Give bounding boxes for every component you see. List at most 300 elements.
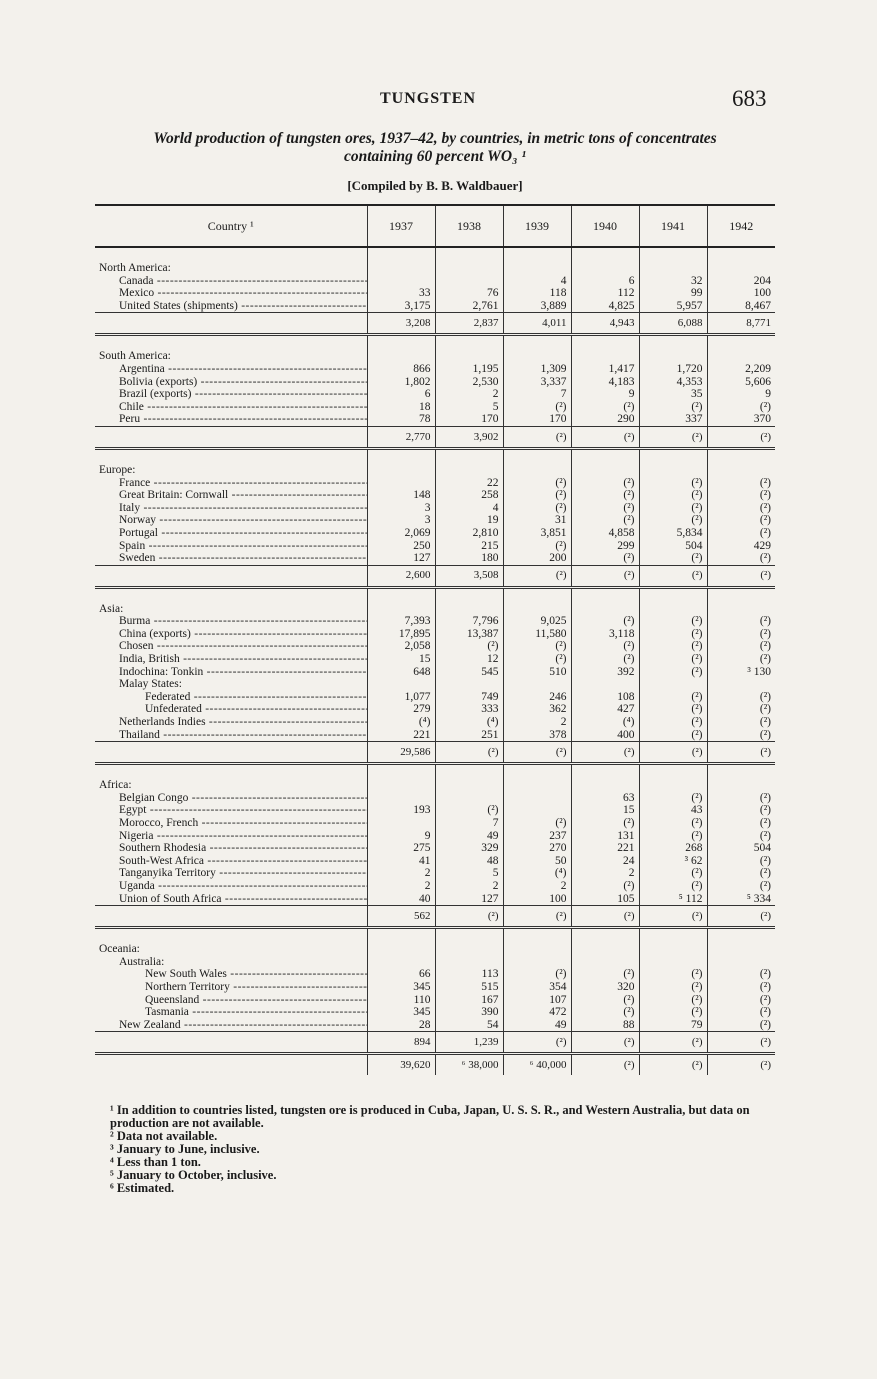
- value-cell: 33: [367, 287, 435, 300]
- value-cell: [435, 792, 503, 805]
- value-cell: (²): [707, 994, 775, 1007]
- value-cell: 35: [639, 388, 707, 401]
- value-cell: 250: [367, 540, 435, 553]
- region-label: North America:: [99, 262, 171, 274]
- group-label: Australia:: [119, 955, 165, 968]
- value-cell: 3,889: [503, 300, 571, 313]
- table-row: [95, 514, 775, 527]
- value-cell: 4,943: [571, 313, 639, 335]
- value-cell: (²): [571, 552, 639, 565]
- value-cell: 258: [435, 489, 503, 502]
- table-row: [95, 401, 775, 414]
- value-cell: (²): [639, 981, 707, 994]
- value-cell: 9: [571, 388, 639, 401]
- country-label: Great Britain: Cornwall -----: [95, 489, 367, 502]
- value-cell: [503, 448, 571, 476]
- table-row: [95, 1006, 775, 1019]
- table-row: [95, 615, 775, 628]
- value-cell: (⁴): [367, 716, 435, 729]
- table-row: [95, 666, 775, 679]
- value-cell: 3,508: [435, 565, 503, 587]
- country-label: Spain -----: [95, 540, 367, 553]
- value-cell: ³ 62: [639, 855, 707, 868]
- value-cell: [639, 764, 707, 792]
- value-cell: 3,902: [435, 426, 503, 448]
- country-label: Belgian Congo -----: [95, 792, 367, 805]
- value-cell: 100: [503, 893, 571, 906]
- value-cell: 2,770: [367, 426, 435, 448]
- table-row: [95, 477, 775, 490]
- value-cell: 49: [503, 1019, 571, 1032]
- value-cell: 193: [367, 804, 435, 817]
- value-cell: 2,810: [435, 527, 503, 540]
- value-cell: (²): [707, 401, 775, 414]
- value-cell: 43: [639, 804, 707, 817]
- value-cell: (²): [707, 867, 775, 880]
- table-row: [95, 817, 775, 830]
- value-cell: (²): [571, 640, 639, 653]
- value-cell: ⁵ 334: [707, 893, 775, 906]
- value-cell: (²): [707, 968, 775, 981]
- value-cell: [435, 764, 503, 792]
- column-header: 1939: [503, 205, 571, 247]
- value-cell: (²): [707, 1006, 775, 1019]
- value-cell: [503, 792, 571, 805]
- value-cell: 50: [503, 855, 571, 868]
- subtotal-row: [95, 565, 775, 587]
- value-cell: 15: [571, 804, 639, 817]
- region-label: Europe:: [99, 463, 136, 476]
- value-cell: 4,858: [571, 527, 639, 540]
- value-cell: 2: [367, 880, 435, 893]
- footnote: ² Data not available.: [110, 1129, 218, 1143]
- country-label: Norway -----: [95, 514, 367, 527]
- value-cell: 472: [503, 1006, 571, 1019]
- value-cell: (²): [707, 502, 775, 515]
- value-cell: 515: [435, 981, 503, 994]
- value-cell: 4,825: [571, 300, 639, 313]
- country-label: France -----: [95, 477, 367, 490]
- value-cell: (²): [639, 514, 707, 527]
- value-cell: 2: [503, 880, 571, 893]
- table-body: [95, 247, 775, 1075]
- value-cell: (⁴): [503, 867, 571, 880]
- value-cell: 9: [367, 830, 435, 843]
- footnote: ⁵ January to October, inclusive.: [110, 1168, 277, 1182]
- value-cell: (²): [707, 565, 775, 587]
- value-cell: (²): [639, 968, 707, 981]
- country-label: United States (shipments) -----: [95, 300, 367, 313]
- value-cell: (²): [707, 653, 775, 666]
- value-cell: 167: [435, 994, 503, 1007]
- value-cell: 2,209: [707, 363, 775, 376]
- country-label: Morocco, French -----: [95, 817, 367, 830]
- value-cell: 118: [503, 287, 571, 300]
- running-title: TUNGSTEN: [380, 90, 477, 107]
- value-cell: 2,837: [435, 313, 503, 335]
- value-cell: (²): [707, 817, 775, 830]
- value-cell: [639, 448, 707, 476]
- region-row: [95, 764, 775, 792]
- value-cell: (²): [707, 615, 775, 628]
- value-cell: 4: [435, 502, 503, 515]
- production-table: [95, 204, 775, 1075]
- value-cell: 200: [503, 552, 571, 565]
- country-label: Sweden -----: [95, 552, 367, 565]
- value-cell: ⁶ 40,000: [503, 1054, 571, 1076]
- value-cell: [639, 956, 707, 969]
- value-cell: 48: [435, 855, 503, 868]
- value-cell: 215: [435, 540, 503, 553]
- value-cell: (²): [503, 477, 571, 490]
- value-cell: (²): [503, 817, 571, 830]
- value-cell: 246: [503, 691, 571, 704]
- value-cell: 427: [571, 703, 639, 716]
- value-cell: 19: [435, 514, 503, 527]
- value-cell: 237: [503, 830, 571, 843]
- country-label: Thailand -----: [95, 729, 367, 742]
- region-label: Oceania:: [99, 943, 140, 956]
- value-cell: 290: [571, 413, 639, 426]
- value-cell: [503, 678, 571, 691]
- group-label-row: [95, 678, 775, 691]
- value-cell: (²): [503, 401, 571, 414]
- region-label: Asia:: [99, 602, 124, 615]
- value-cell: 31: [503, 514, 571, 527]
- value-cell: (²): [639, 401, 707, 414]
- table-row: [95, 540, 775, 553]
- value-cell: [707, 928, 775, 956]
- value-cell: (²): [503, 489, 571, 502]
- value-cell: 112: [571, 287, 639, 300]
- value-cell: 41: [367, 855, 435, 868]
- value-cell: (²): [571, 742, 639, 764]
- column-header: 1938: [435, 205, 503, 247]
- value-cell: 180: [435, 552, 503, 565]
- column-header: 1940: [571, 205, 639, 247]
- value-cell: (²): [639, 817, 707, 830]
- value-cell: 354: [503, 981, 571, 994]
- value-cell: (²): [707, 426, 775, 448]
- value-cell: [435, 928, 503, 956]
- value-cell: 5,606: [707, 376, 775, 389]
- value-cell: 4,011: [503, 313, 571, 335]
- country-label: Egypt -----: [95, 804, 367, 817]
- value-cell: 29,586: [367, 742, 435, 764]
- value-cell: 894: [367, 1032, 435, 1054]
- value-cell: 504: [639, 540, 707, 553]
- value-cell: ³ 130: [707, 666, 775, 679]
- value-cell: (²): [707, 981, 775, 994]
- value-cell: (²): [707, 830, 775, 843]
- country-label: Portugal -----: [95, 527, 367, 540]
- value-cell: 221: [571, 842, 639, 855]
- value-cell: 1,195: [435, 363, 503, 376]
- column-header: 1941: [639, 205, 707, 247]
- value-cell: 390: [435, 1006, 503, 1019]
- value-cell: 12: [435, 653, 503, 666]
- value-cell: (²): [639, 565, 707, 587]
- value-cell: (²): [639, 994, 707, 1007]
- subtotal-label-cell: [95, 742, 367, 764]
- value-cell: 28: [367, 1019, 435, 1032]
- value-cell: (²): [639, 552, 707, 565]
- table-row: [95, 640, 775, 653]
- value-cell: 866: [367, 363, 435, 376]
- value-cell: [367, 764, 435, 792]
- country-label: Union of South Africa -----: [95, 893, 367, 906]
- value-cell: 504: [707, 842, 775, 855]
- value-cell: [367, 275, 435, 288]
- value-cell: [367, 448, 435, 476]
- value-cell: (²): [707, 906, 775, 928]
- country-label: Italy -----: [95, 502, 367, 515]
- region-label: Africa:: [99, 779, 132, 792]
- value-cell: (²): [639, 666, 707, 679]
- value-cell: 24: [571, 855, 639, 868]
- value-cell: 9,025: [503, 615, 571, 628]
- table-row: [95, 552, 775, 565]
- value-cell: 8,467: [707, 300, 775, 313]
- country-label: Chosen -----: [95, 640, 367, 653]
- value-cell: 170: [503, 413, 571, 426]
- value-cell: (²): [503, 540, 571, 553]
- value-cell: 2: [571, 867, 639, 880]
- value-cell: [639, 587, 707, 615]
- table-row: [95, 388, 775, 401]
- value-cell: (²): [707, 640, 775, 653]
- table-title-line-1: World production of tungsten ores, 1937–42, by countries, in metric tons of concentrates: [153, 130, 717, 147]
- footnote: ⁴ Less than 1 ton.: [110, 1155, 201, 1169]
- value-cell: 2,069: [367, 527, 435, 540]
- country-label: Tasmania -----: [95, 1006, 367, 1019]
- value-cell: 2,530: [435, 376, 503, 389]
- value-cell: (²): [639, 729, 707, 742]
- value-cell: [571, 335, 639, 363]
- value-cell: 3,118: [571, 628, 639, 641]
- value-cell: (²): [639, 792, 707, 805]
- region-row: [95, 587, 775, 615]
- value-cell: (²): [503, 742, 571, 764]
- group-label: Malay States:: [119, 678, 182, 691]
- value-cell: (²): [639, 1054, 707, 1076]
- value-cell: 66: [367, 968, 435, 981]
- value-cell: 79: [639, 1019, 707, 1032]
- value-cell: [571, 448, 639, 476]
- value-cell: 4,183: [571, 376, 639, 389]
- value-cell: 5: [435, 867, 503, 880]
- table-row: [95, 729, 775, 742]
- value-cell: [435, 956, 503, 969]
- value-cell: (²): [707, 477, 775, 490]
- table-row: [95, 1019, 775, 1032]
- table-row: [95, 275, 775, 288]
- value-cell: [707, 587, 775, 615]
- value-cell: [639, 335, 707, 363]
- country-label: Netherlands Indies -----: [95, 716, 367, 729]
- value-cell: (²): [707, 691, 775, 704]
- subtotal-row: [95, 313, 775, 335]
- value-cell: 170: [435, 413, 503, 426]
- subtotal-label-cell: [95, 313, 367, 335]
- table-row: [95, 527, 775, 540]
- value-cell: (²): [707, 552, 775, 565]
- table-row: [95, 376, 775, 389]
- value-cell: 2: [435, 388, 503, 401]
- value-cell: 40: [367, 893, 435, 906]
- value-cell: (²): [639, 691, 707, 704]
- value-cell: 333: [435, 703, 503, 716]
- value-cell: (²): [707, 628, 775, 641]
- region-row: [95, 247, 775, 275]
- country-label: China (exports) -----: [95, 628, 367, 641]
- value-cell: [367, 792, 435, 805]
- region-row: [95, 335, 775, 363]
- value-cell: 6: [367, 388, 435, 401]
- footnote: ³ January to June, inclusive.: [110, 1142, 260, 1156]
- table-row: [95, 867, 775, 880]
- value-cell: 7: [503, 388, 571, 401]
- value-cell: (²): [639, 703, 707, 716]
- value-cell: 1,720: [639, 363, 707, 376]
- value-cell: 17,895: [367, 628, 435, 641]
- value-cell: (²): [571, 968, 639, 981]
- value-cell: (²): [639, 653, 707, 666]
- value-cell: (²): [707, 489, 775, 502]
- value-cell: (²): [639, 867, 707, 880]
- value-cell: (²): [435, 640, 503, 653]
- value-cell: 6,088: [639, 313, 707, 335]
- value-cell: (²): [707, 1054, 775, 1076]
- value-cell: ⁵ 112: [639, 893, 707, 906]
- value-cell: 345: [367, 981, 435, 994]
- country-label: Peru -----: [95, 413, 367, 426]
- table-row: [95, 968, 775, 981]
- value-cell: [571, 678, 639, 691]
- value-cell: 204: [707, 275, 775, 288]
- subtotal-label-cell: [95, 1032, 367, 1054]
- value-cell: (²): [707, 703, 775, 716]
- value-cell: (²): [503, 640, 571, 653]
- country-label: Nigeria -----: [95, 830, 367, 843]
- region-label: South America:: [99, 350, 171, 363]
- value-cell: 545: [435, 666, 503, 679]
- value-cell: 127: [367, 552, 435, 565]
- value-cell: 15: [367, 653, 435, 666]
- region-row: [95, 928, 775, 956]
- value-cell: 148: [367, 489, 435, 502]
- value-cell: 362: [503, 703, 571, 716]
- value-cell: 749: [435, 691, 503, 704]
- value-cell: [707, 335, 775, 363]
- value-cell: 345: [367, 1006, 435, 1019]
- page-number: 683: [732, 86, 767, 111]
- footnotes: [110, 1104, 780, 1195]
- value-cell: 13,387: [435, 628, 503, 641]
- value-cell: (²): [707, 514, 775, 527]
- table-row: [95, 300, 775, 313]
- country-label: Northern Territory -----: [95, 981, 367, 994]
- table-row: [95, 830, 775, 843]
- table-row: [95, 363, 775, 376]
- subtotal-label-cell: [95, 565, 367, 587]
- value-cell: [503, 956, 571, 969]
- value-cell: 5: [435, 401, 503, 414]
- footnote: ¹ In addition to countries listed, tungsten ore is produced in Cuba, Japan, U. S. S. R., and Western Australia, but data on production are not available.: [110, 1103, 750, 1130]
- value-cell: [503, 804, 571, 817]
- value-cell: [367, 928, 435, 956]
- value-cell: 3,851: [503, 527, 571, 540]
- country-label: Burma -----: [95, 615, 367, 628]
- value-cell: [571, 928, 639, 956]
- country-label: New South Wales -----: [95, 968, 367, 981]
- value-cell: [367, 956, 435, 969]
- value-cell: 63: [571, 792, 639, 805]
- value-cell: (²): [639, 716, 707, 729]
- value-cell: 1,239: [435, 1032, 503, 1054]
- value-cell: [707, 247, 775, 275]
- subtotal-label-cell: [95, 906, 367, 928]
- value-cell: 127: [435, 893, 503, 906]
- value-cell: [707, 448, 775, 476]
- table-row: [95, 880, 775, 893]
- country-label: India, British -----: [95, 653, 367, 666]
- value-cell: 299: [571, 540, 639, 553]
- country-label: South-West Africa -----: [95, 855, 367, 868]
- value-cell: 7: [435, 817, 503, 830]
- value-cell: 49: [435, 830, 503, 843]
- country-label: Queensland -----: [95, 994, 367, 1007]
- value-cell: (²): [571, 1054, 639, 1076]
- country-label: New Zealand -----: [95, 1019, 367, 1032]
- value-cell: (²): [707, 792, 775, 805]
- value-cell: [435, 335, 503, 363]
- value-cell: (²): [571, 477, 639, 490]
- value-cell: 320: [571, 981, 639, 994]
- value-cell: (²): [639, 1006, 707, 1019]
- value-cell: 7,796: [435, 615, 503, 628]
- value-cell: [639, 678, 707, 691]
- value-cell: [571, 956, 639, 969]
- country-label: Unfederated -----: [95, 703, 367, 716]
- value-cell: (²): [503, 426, 571, 448]
- value-cell: 329: [435, 842, 503, 855]
- value-cell: (²): [571, 565, 639, 587]
- country-label: Federated -----: [95, 691, 367, 704]
- table-row: [95, 502, 775, 515]
- value-cell: (²): [571, 514, 639, 527]
- value-cell: 429: [707, 540, 775, 553]
- value-cell: 131: [571, 830, 639, 843]
- value-cell: 39,620: [367, 1054, 435, 1076]
- value-cell: (²): [707, 742, 775, 764]
- country-label: Mexico -----: [95, 287, 367, 300]
- country-label: Chile -----: [95, 401, 367, 414]
- value-cell: (²): [571, 906, 639, 928]
- value-cell: [367, 817, 435, 830]
- value-cell: [367, 587, 435, 615]
- value-cell: [503, 247, 571, 275]
- value-cell: (²): [639, 906, 707, 928]
- value-cell: 4,353: [639, 376, 707, 389]
- value-cell: 105: [571, 893, 639, 906]
- value-cell: (²): [707, 880, 775, 893]
- value-cell: (²): [571, 1006, 639, 1019]
- value-cell: (²): [503, 1032, 571, 1054]
- value-cell: [639, 928, 707, 956]
- value-cell: 2: [503, 716, 571, 729]
- subtotal-label-cell: [95, 426, 367, 448]
